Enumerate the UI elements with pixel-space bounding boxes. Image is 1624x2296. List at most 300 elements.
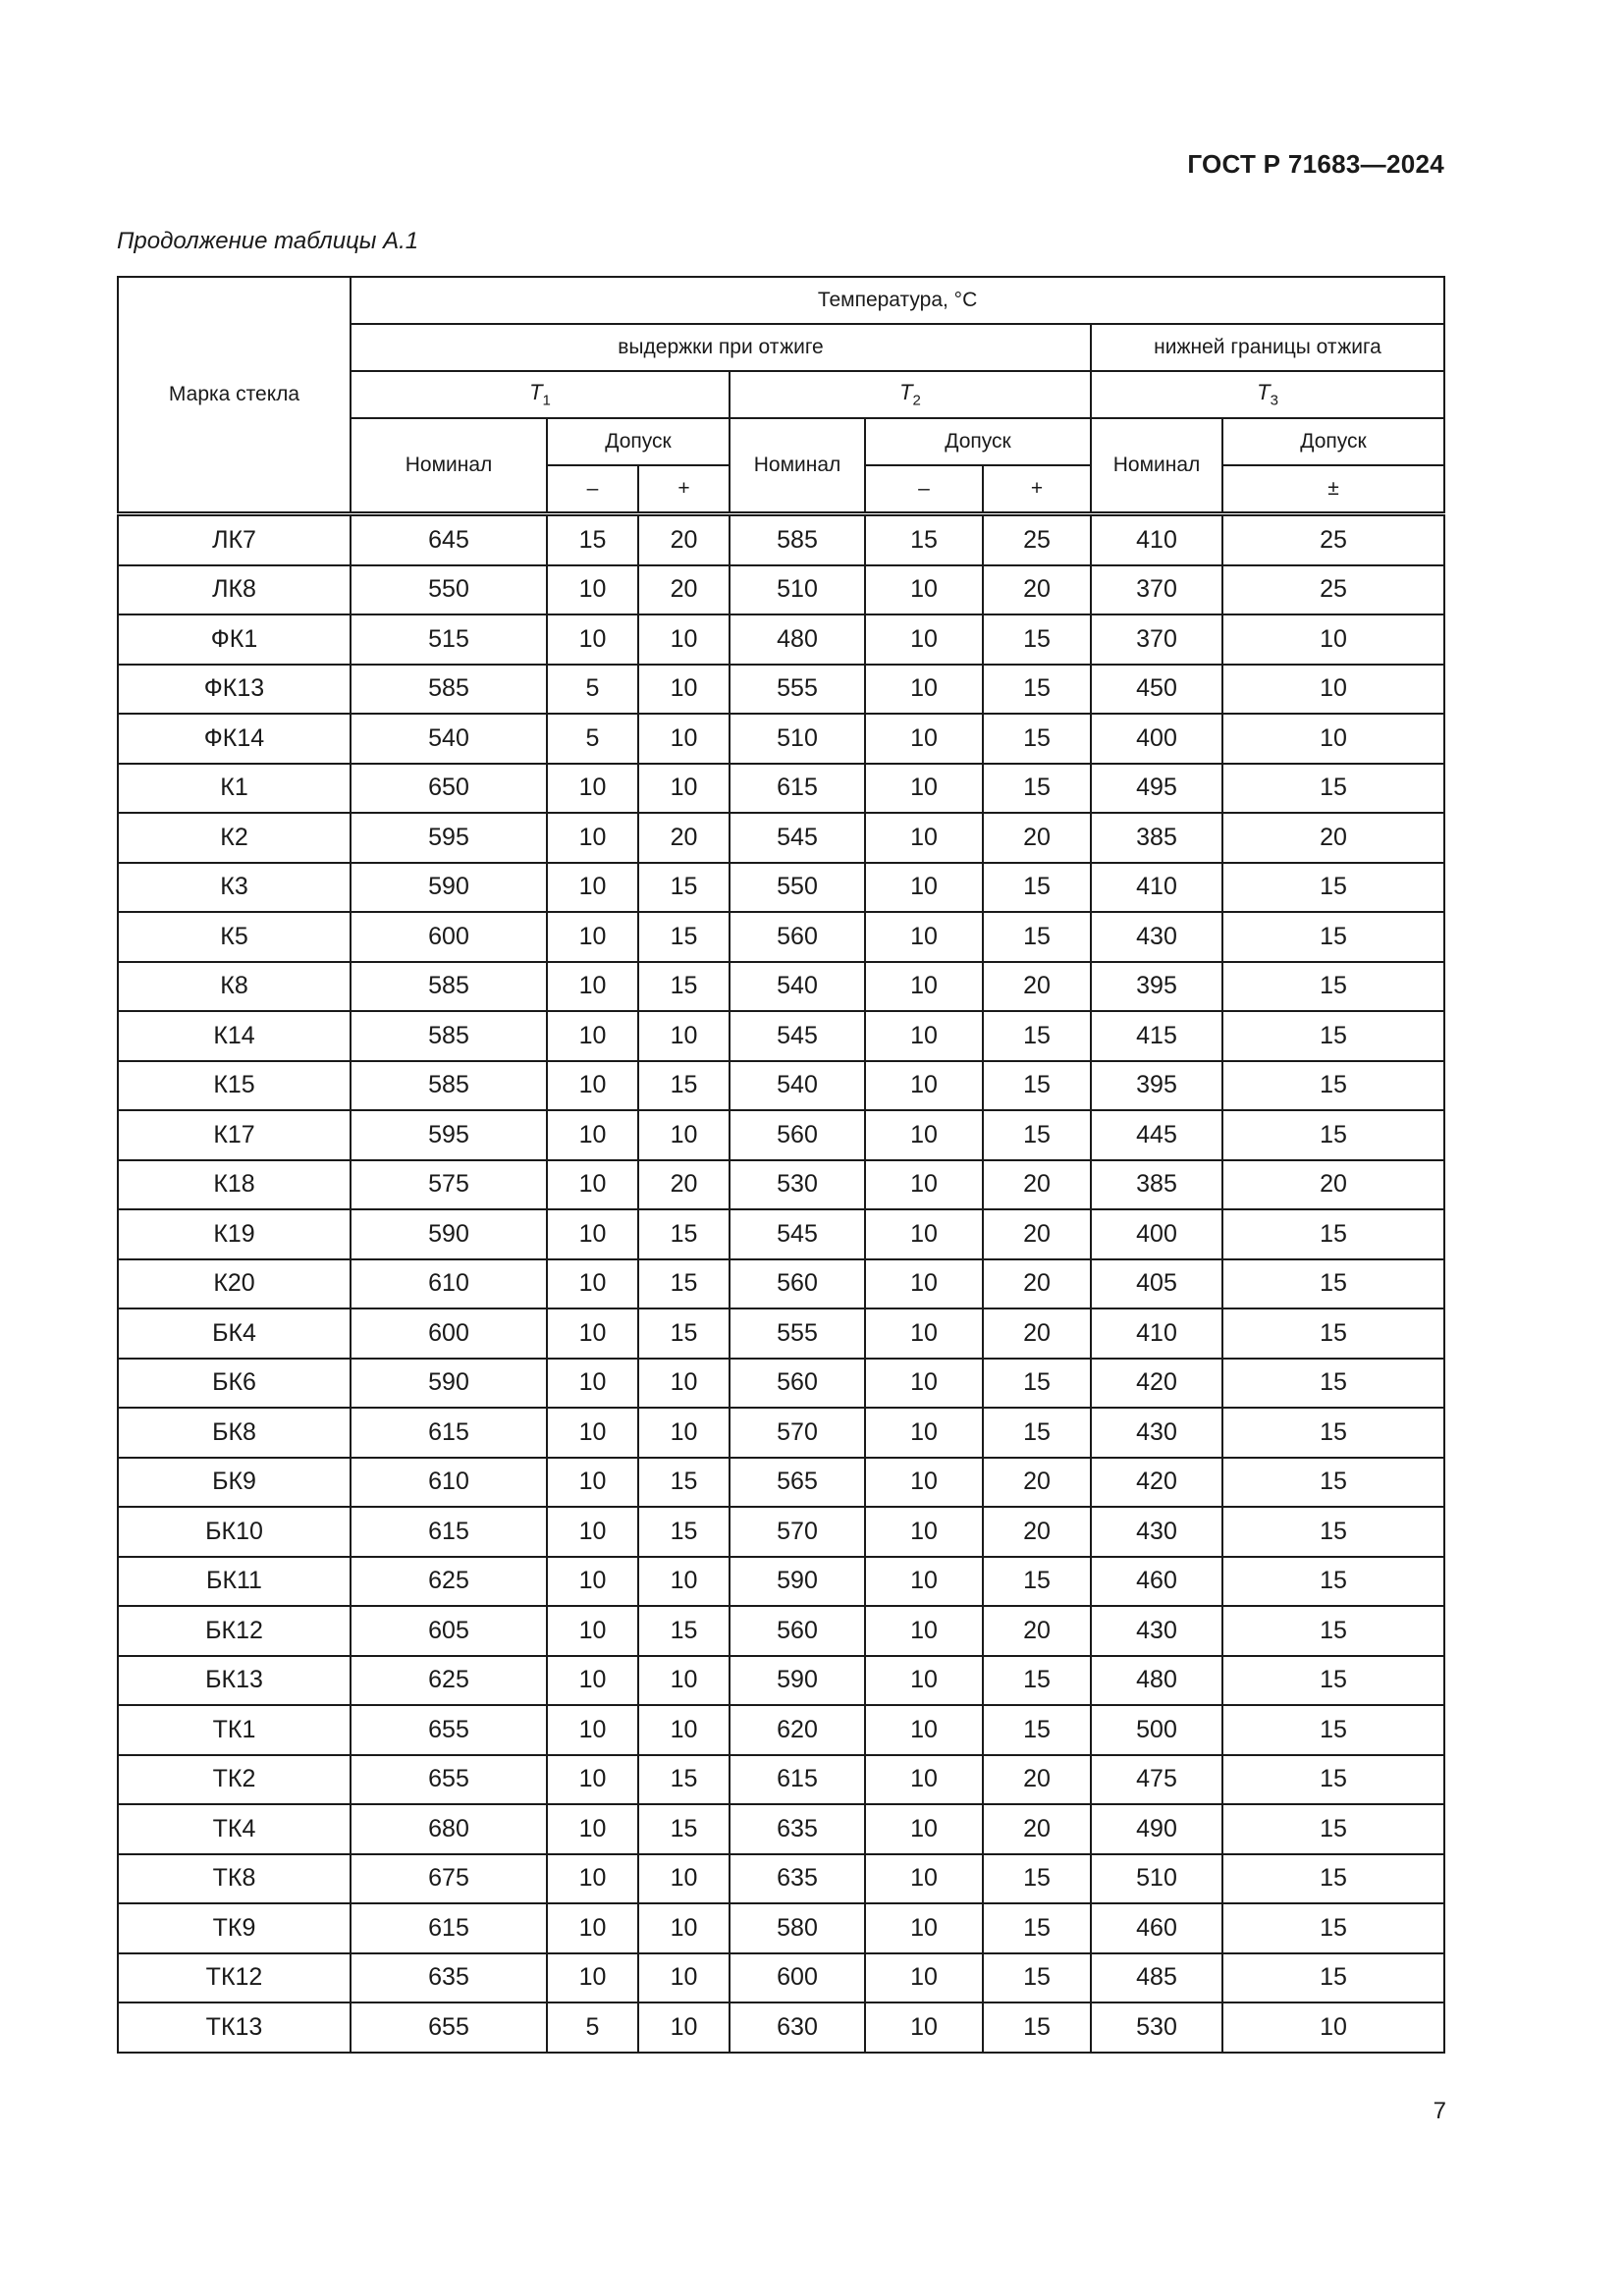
- cell-t2-tol-minus: 10: [865, 714, 983, 764]
- cell-t2-nominal: 560: [730, 1110, 865, 1160]
- cell-t1-nominal: 625: [351, 1656, 547, 1706]
- cell-t1-nominal: 590: [351, 1209, 547, 1259]
- cell-t2-nominal: 555: [730, 1308, 865, 1359]
- cell-t2-tol-plus: 20: [983, 1606, 1091, 1656]
- cell-t1-nominal: 600: [351, 1308, 547, 1359]
- cell-t3-tol: 10: [1222, 714, 1444, 764]
- cell-t1-nominal: 515: [351, 614, 547, 665]
- cell-t2-nominal: 635: [730, 1804, 865, 1854]
- table-row: [118, 1507, 1444, 1557]
- cell-t3-nominal: 500: [1091, 1705, 1222, 1755]
- table-row: [118, 1854, 1444, 1904]
- cell-t1-tol-plus: 10: [638, 714, 730, 764]
- cell-t2-tol-minus: 10: [865, 1557, 983, 1607]
- cell-t2-tol-plus: 20: [983, 1804, 1091, 1854]
- cell-t2-tol-minus: 10: [865, 1755, 983, 1805]
- cell-t3-nominal: 430: [1091, 1606, 1222, 1656]
- cell-glass-mark: К19: [118, 1209, 351, 1259]
- cell-glass-mark: ЛК8: [118, 565, 351, 615]
- cell-t3-nominal: 420: [1091, 1359, 1222, 1409]
- table-row: [118, 1755, 1444, 1805]
- header-nominal-t2: Номинал: [730, 418, 865, 514]
- cell-t3-tol: 15: [1222, 1854, 1444, 1904]
- cell-t2-tol-minus: 10: [865, 863, 983, 913]
- cell-t2-tol-minus: 10: [865, 1953, 983, 2003]
- cell-t3-nominal: 485: [1091, 1953, 1222, 2003]
- header-glass-mark: Марка стекла: [118, 277, 351, 514]
- cell-t1-tol-plus: 20: [638, 1160, 730, 1210]
- table-row: [118, 912, 1444, 962]
- header-tolerance-t3: Допуск: [1222, 418, 1444, 465]
- cell-glass-mark: К3: [118, 863, 351, 913]
- cell-t1-nominal: 600: [351, 912, 547, 962]
- cell-t1-nominal: 575: [351, 1160, 547, 1210]
- cell-t3-tol: 25: [1222, 514, 1444, 565]
- cell-t1-nominal: 655: [351, 1705, 547, 1755]
- cell-t3-nominal: 385: [1091, 1160, 1222, 1210]
- cell-glass-mark: К2: [118, 813, 351, 863]
- cell-t3-tol: 25: [1222, 565, 1444, 615]
- header-minus-t1: –: [547, 465, 638, 514]
- cell-t2-tol-minus: 10: [865, 614, 983, 665]
- cell-t2-tol-minus: 10: [865, 1359, 983, 1409]
- header-lower-annealing-limit: нижней границы отжига: [1091, 324, 1444, 371]
- cell-glass-mark: ФК1: [118, 614, 351, 665]
- cell-t2-nominal: 545: [730, 813, 865, 863]
- cell-t2-tol-minus: 10: [865, 1408, 983, 1458]
- cell-t2-nominal: 635: [730, 1854, 865, 1904]
- table-row: [118, 1705, 1444, 1755]
- cell-t2-tol-minus: 10: [865, 1804, 983, 1854]
- table-row: [118, 764, 1444, 814]
- cell-t1-nominal: 585: [351, 665, 547, 715]
- cell-t2-tol-plus: 20: [983, 1458, 1091, 1508]
- cell-t2-tol-minus: 10: [865, 1209, 983, 1259]
- cell-t2-tol-plus: 20: [983, 962, 1091, 1012]
- table-row: [118, 1160, 1444, 1210]
- cell-t2-nominal: 560: [730, 1259, 865, 1309]
- cell-glass-mark: ТК2: [118, 1755, 351, 1805]
- cell-t2-nominal: 570: [730, 1408, 865, 1458]
- cell-t1-tol-plus: 15: [638, 863, 730, 913]
- cell-t2-tol-minus: 10: [865, 912, 983, 962]
- cell-t1-tol-plus: 15: [638, 1209, 730, 1259]
- table-body: [118, 514, 1444, 2053]
- cell-t3-nominal: 430: [1091, 1507, 1222, 1557]
- table-row: [118, 863, 1444, 913]
- cell-t1-tol-plus: 15: [638, 1308, 730, 1359]
- cell-t3-nominal: 410: [1091, 863, 1222, 913]
- cell-t3-nominal: 415: [1091, 1011, 1222, 1061]
- cell-t2-tol-plus: 15: [983, 1953, 1091, 2003]
- cell-t2-tol-minus: 10: [865, 1110, 983, 1160]
- cell-t3-tol: 10: [1222, 665, 1444, 715]
- cell-glass-mark: ТК13: [118, 2002, 351, 2053]
- cell-t1-tol-minus: 10: [547, 1110, 638, 1160]
- cell-t1-tol-plus: 10: [638, 614, 730, 665]
- cell-t1-nominal: 585: [351, 1061, 547, 1111]
- cell-t2-nominal: 540: [730, 1061, 865, 1111]
- cell-t2-nominal: 590: [730, 1557, 865, 1607]
- cell-t1-tol-plus: 10: [638, 1557, 730, 1607]
- cell-glass-mark: БК13: [118, 1656, 351, 1706]
- cell-t2-nominal: 600: [730, 1953, 865, 2003]
- cell-t1-tol-minus: 10: [547, 1308, 638, 1359]
- cell-t1-tol-minus: 10: [547, 1953, 638, 2003]
- cell-t3-tol: 15: [1222, 1557, 1444, 1607]
- header-tolerance-t2: Допуск: [865, 418, 1091, 465]
- cell-t3-tol: 15: [1222, 1804, 1444, 1854]
- cell-t1-tol-minus: 10: [547, 1259, 638, 1309]
- cell-t3-nominal: 410: [1091, 514, 1222, 565]
- cell-t3-nominal: 370: [1091, 614, 1222, 665]
- cell-t1-tol-minus: 5: [547, 714, 638, 764]
- cell-t2-tol-minus: 10: [865, 764, 983, 814]
- cell-t2-nominal: 630: [730, 2002, 865, 2053]
- cell-t1-tol-minus: 10: [547, 912, 638, 962]
- cell-t3-nominal: 475: [1091, 1755, 1222, 1805]
- cell-t3-nominal: 430: [1091, 1408, 1222, 1458]
- cell-t2-tol-minus: 10: [865, 565, 983, 615]
- cell-t2-nominal: 565: [730, 1458, 865, 1508]
- cell-t2-nominal: 540: [730, 962, 865, 1012]
- cell-t2-nominal: 480: [730, 614, 865, 665]
- cell-t2-nominal: 615: [730, 1755, 865, 1805]
- cell-t1-tol-plus: 10: [638, 764, 730, 814]
- cell-t3-tol: 20: [1222, 1160, 1444, 1210]
- header-plus-t2: +: [983, 465, 1091, 514]
- header-t3: $T_3$: [1091, 371, 1444, 418]
- table-row: [118, 813, 1444, 863]
- table-row: [118, 1408, 1444, 1458]
- cell-glass-mark: ЛК7: [118, 514, 351, 565]
- cell-t2-tol-plus: 15: [983, 1557, 1091, 1607]
- cell-glass-mark: ФК13: [118, 665, 351, 715]
- cell-t3-tol: 15: [1222, 863, 1444, 913]
- cell-t1-tol-minus: 10: [547, 1656, 638, 1706]
- cell-t1-tol-plus: 15: [638, 1606, 730, 1656]
- cell-t3-nominal: 445: [1091, 1110, 1222, 1160]
- header-nominal-t3: Номинал: [1091, 418, 1222, 514]
- cell-glass-mark: К15: [118, 1061, 351, 1111]
- cell-t1-nominal: 610: [351, 1458, 547, 1508]
- cell-t1-tol-minus: 10: [547, 1606, 638, 1656]
- table-row: [118, 1011, 1444, 1061]
- cell-t1-tol-plus: 15: [638, 1804, 730, 1854]
- cell-t2-tol-plus: 15: [983, 1903, 1091, 1953]
- cell-t1-tol-minus: 10: [547, 1408, 638, 1458]
- cell-glass-mark: К17: [118, 1110, 351, 1160]
- cell-t2-nominal: 570: [730, 1507, 865, 1557]
- cell-t3-tol: 15: [1222, 1359, 1444, 1409]
- cell-t3-nominal: 495: [1091, 764, 1222, 814]
- cell-t2-tol-plus: 20: [983, 1209, 1091, 1259]
- table-row: [118, 1458, 1444, 1508]
- cell-t1-tol-minus: 10: [547, 1854, 638, 1904]
- table-row: [118, 565, 1444, 615]
- cell-glass-mark: БК8: [118, 1408, 351, 1458]
- cell-t2-tol-minus: 10: [865, 1061, 983, 1111]
- cell-t2-nominal: 580: [730, 1903, 865, 1953]
- table-row: [118, 665, 1444, 715]
- cell-t1-tol-minus: 10: [547, 1557, 638, 1607]
- cell-t1-tol-plus: 15: [638, 1259, 730, 1309]
- cell-t2-tol-plus: 15: [983, 1705, 1091, 1755]
- table-row: [118, 1804, 1444, 1854]
- cell-t1-nominal: 595: [351, 1110, 547, 1160]
- cell-t3-tol: 15: [1222, 1458, 1444, 1508]
- table-row: [118, 1953, 1444, 2003]
- cell-t2-tol-plus: 15: [983, 1854, 1091, 1904]
- cell-t2-tol-plus: 15: [983, 614, 1091, 665]
- cell-t2-tol-plus: 15: [983, 1061, 1091, 1111]
- cell-glass-mark: БК12: [118, 1606, 351, 1656]
- cell-t2-tol-plus: 20: [983, 565, 1091, 615]
- cell-t1-tol-plus: 10: [638, 1110, 730, 1160]
- cell-t1-nominal: 615: [351, 1903, 547, 1953]
- cell-t1-nominal: 605: [351, 1606, 547, 1656]
- cell-t2-tol-minus: 15: [865, 514, 983, 565]
- cell-t1-nominal: 655: [351, 2002, 547, 2053]
- cell-t2-tol-plus: 20: [983, 813, 1091, 863]
- cell-t3-nominal: 395: [1091, 962, 1222, 1012]
- cell-t1-tol-minus: 10: [547, 813, 638, 863]
- cell-t3-tol: 15: [1222, 1011, 1444, 1061]
- cell-glass-mark: К5: [118, 912, 351, 962]
- cell-t2-tol-minus: 10: [865, 962, 983, 1012]
- header-minus-t2: –: [865, 465, 983, 514]
- cell-t1-tol-minus: 10: [547, 863, 638, 913]
- cell-t2-tol-minus: 10: [865, 1606, 983, 1656]
- cell-t1-nominal: 550: [351, 565, 547, 615]
- table-row: [118, 962, 1444, 1012]
- page-number: 7: [1433, 2098, 1446, 2124]
- cell-t1-tol-minus: 5: [547, 665, 638, 715]
- cell-t1-tol-minus: 10: [547, 1804, 638, 1854]
- cell-t1-tol-minus: 10: [547, 614, 638, 665]
- cell-t2-tol-minus: 10: [865, 1507, 983, 1557]
- cell-glass-mark: ТК8: [118, 1854, 351, 1904]
- cell-t2-tol-plus: 15: [983, 714, 1091, 764]
- cell-t1-tol-plus: 15: [638, 1061, 730, 1111]
- cell-t3-tol: 15: [1222, 912, 1444, 962]
- cell-t1-tol-plus: 10: [638, 1656, 730, 1706]
- cell-t1-tol-minus: 10: [547, 764, 638, 814]
- cell-t1-tol-minus: 10: [547, 565, 638, 615]
- cell-t3-nominal: 480: [1091, 1656, 1222, 1706]
- cell-t2-tol-minus: 10: [865, 665, 983, 715]
- cell-t2-nominal: 545: [730, 1209, 865, 1259]
- cell-t2-tol-plus: 15: [983, 1011, 1091, 1061]
- cell-t2-tol-minus: 10: [865, 1308, 983, 1359]
- cell-t3-nominal: 530: [1091, 2002, 1222, 2053]
- cell-t2-tol-plus: 20: [983, 1160, 1091, 1210]
- cell-t2-tol-minus: 10: [865, 1458, 983, 1508]
- cell-glass-mark: БК10: [118, 1507, 351, 1557]
- cell-t2-tol-plus: 15: [983, 1656, 1091, 1706]
- cell-t2-nominal: 510: [730, 565, 865, 615]
- cell-t2-nominal: 560: [730, 912, 865, 962]
- cell-t2-nominal: 530: [730, 1160, 865, 1210]
- header-plusminus-t3: ±: [1222, 465, 1444, 514]
- cell-t1-nominal: 590: [351, 863, 547, 913]
- cell-t3-tol: 10: [1222, 614, 1444, 665]
- cell-t1-tol-plus: 10: [638, 1359, 730, 1409]
- table-row: [118, 1061, 1444, 1111]
- table-row: [118, 1259, 1444, 1309]
- header-hold-annealing: выдержки при отжиге: [351, 324, 1091, 371]
- cell-t1-tol-plus: 15: [638, 912, 730, 962]
- cell-t2-nominal: 615: [730, 764, 865, 814]
- cell-t2-tol-plus: 20: [983, 1507, 1091, 1557]
- document-code: ГОСТ Р 71683—2024: [1187, 149, 1444, 179]
- cell-t1-tol-plus: 10: [638, 1705, 730, 1755]
- cell-t3-tol: 15: [1222, 1507, 1444, 1557]
- cell-t2-tol-plus: 20: [983, 1755, 1091, 1805]
- cell-t1-nominal: 615: [351, 1507, 547, 1557]
- cell-t3-nominal: 450: [1091, 665, 1222, 715]
- cell-t1-nominal: 590: [351, 1359, 547, 1409]
- cell-t1-tol-minus: 10: [547, 1359, 638, 1409]
- header-t2: $T_2$: [730, 371, 1091, 418]
- cell-t2-tol-minus: 10: [865, 1259, 983, 1309]
- cell-t3-nominal: 420: [1091, 1458, 1222, 1508]
- cell-t3-nominal: 460: [1091, 1903, 1222, 1953]
- cell-glass-mark: ТК12: [118, 1953, 351, 2003]
- cell-t1-tol-plus: 10: [638, 1011, 730, 1061]
- cell-glass-mark: К1: [118, 764, 351, 814]
- header-tolerance-t1: Допуск: [547, 418, 730, 465]
- cell-t2-tol-minus: 10: [865, 1854, 983, 1904]
- cell-t2-tol-plus: 20: [983, 1259, 1091, 1309]
- table-row: [118, 1557, 1444, 1607]
- cell-t1-tol-plus: 15: [638, 962, 730, 1012]
- cell-t1-tol-plus: 10: [638, 1854, 730, 1904]
- cell-glass-mark: БК4: [118, 1308, 351, 1359]
- cell-t2-tol-minus: 10: [865, 1011, 983, 1061]
- cell-t2-tol-minus: 10: [865, 2002, 983, 2053]
- cell-t1-tol-minus: 10: [547, 1903, 638, 1953]
- header-plus-t1: +: [638, 465, 730, 514]
- cell-t1-tol-minus: 10: [547, 1061, 638, 1111]
- cell-t3-nominal: 400: [1091, 1209, 1222, 1259]
- cell-t3-nominal: 430: [1091, 912, 1222, 962]
- cell-t1-tol-minus: 5: [547, 2002, 638, 2053]
- cell-t1-tol-plus: 20: [638, 565, 730, 615]
- cell-t2-nominal: 585: [730, 514, 865, 565]
- cell-t2-nominal: 545: [730, 1011, 865, 1061]
- table-caption: Продолжение таблицы А.1: [117, 228, 419, 254]
- cell-t3-tol: 15: [1222, 1308, 1444, 1359]
- cell-t1-tol-plus: 20: [638, 514, 730, 565]
- cell-t2-tol-minus: 10: [865, 1903, 983, 1953]
- header-nominal-t1: Номинал: [351, 418, 547, 514]
- cell-t3-nominal: 395: [1091, 1061, 1222, 1111]
- cell-t1-tol-plus: 15: [638, 1458, 730, 1508]
- cell-t3-nominal: 510: [1091, 1854, 1222, 1904]
- cell-t2-tol-plus: 15: [983, 863, 1091, 913]
- cell-t3-tol: 10: [1222, 2002, 1444, 2053]
- cell-glass-mark: ТК1: [118, 1705, 351, 1755]
- cell-glass-mark: ТК9: [118, 1903, 351, 1953]
- cell-t3-nominal: 460: [1091, 1557, 1222, 1607]
- cell-t1-nominal: 645: [351, 514, 547, 565]
- cell-t3-tol: 15: [1222, 1755, 1444, 1805]
- cell-t2-tol-plus: 15: [983, 665, 1091, 715]
- cell-t3-nominal: 385: [1091, 813, 1222, 863]
- cell-glass-mark: К8: [118, 962, 351, 1012]
- cell-t3-tol: 15: [1222, 962, 1444, 1012]
- cell-t1-tol-minus: 10: [547, 1011, 638, 1061]
- cell-t1-tol-minus: 10: [547, 1160, 638, 1210]
- cell-glass-mark: БК9: [118, 1458, 351, 1508]
- cell-t2-nominal: 555: [730, 665, 865, 715]
- cell-t3-nominal: 405: [1091, 1259, 1222, 1309]
- cell-t3-tol: 15: [1222, 1408, 1444, 1458]
- cell-t1-nominal: 625: [351, 1557, 547, 1607]
- cell-t2-tol-minus: 10: [865, 1705, 983, 1755]
- cell-t1-nominal: 540: [351, 714, 547, 764]
- cell-t1-nominal: 585: [351, 1011, 547, 1061]
- cell-t2-tol-plus: 15: [983, 912, 1091, 962]
- cell-glass-mark: К18: [118, 1160, 351, 1210]
- cell-t3-tol: 15: [1222, 1606, 1444, 1656]
- cell-t2-tol-plus: 15: [983, 2002, 1091, 2053]
- cell-glass-mark: БК6: [118, 1359, 351, 1409]
- cell-t3-nominal: 370: [1091, 565, 1222, 615]
- cell-glass-mark: К14: [118, 1011, 351, 1061]
- cell-t1-nominal: 585: [351, 962, 547, 1012]
- cell-t1-tol-minus: 10: [547, 962, 638, 1012]
- table-row: [118, 514, 1444, 565]
- table-row: [118, 614, 1444, 665]
- cell-t1-tol-plus: 20: [638, 813, 730, 863]
- cell-t1-nominal: 610: [351, 1259, 547, 1309]
- cell-t3-tol: 20: [1222, 813, 1444, 863]
- table-row: [118, 1903, 1444, 1953]
- cell-t1-tol-minus: 10: [547, 1507, 638, 1557]
- cell-t1-nominal: 675: [351, 1854, 547, 1904]
- cell-t2-tol-plus: 15: [983, 764, 1091, 814]
- cell-t2-nominal: 510: [730, 714, 865, 764]
- cell-t3-tol: 15: [1222, 1110, 1444, 1160]
- cell-glass-mark: ТК4: [118, 1804, 351, 1854]
- cell-t1-nominal: 595: [351, 813, 547, 863]
- cell-t1-tol-plus: 15: [638, 1755, 730, 1805]
- cell-t2-tol-minus: 10: [865, 1656, 983, 1706]
- header-t1: $T_1$: [351, 371, 730, 418]
- cell-t3-nominal: 400: [1091, 714, 1222, 764]
- cell-t1-tol-minus: 10: [547, 1458, 638, 1508]
- cell-t2-nominal: 550: [730, 863, 865, 913]
- annealing-temperature-table: [117, 276, 1445, 2054]
- cell-glass-mark: К20: [118, 1259, 351, 1309]
- cell-glass-mark: ФК14: [118, 714, 351, 764]
- cell-t1-tol-minus: 10: [547, 1755, 638, 1805]
- cell-t2-nominal: 590: [730, 1656, 865, 1706]
- cell-t1-tol-plus: 10: [638, 1953, 730, 2003]
- cell-t3-tol: 15: [1222, 1209, 1444, 1259]
- cell-t1-tol-plus: 10: [638, 2002, 730, 2053]
- cell-t1-tol-plus: 10: [638, 665, 730, 715]
- cell-t1-tol-plus: 10: [638, 1903, 730, 1953]
- table-row: [118, 1308, 1444, 1359]
- cell-t1-tol-plus: 10: [638, 1408, 730, 1458]
- cell-t3-tol: 15: [1222, 1259, 1444, 1309]
- cell-t1-nominal: 680: [351, 1804, 547, 1854]
- cell-t1-tol-minus: 10: [547, 1209, 638, 1259]
- cell-t2-tol-plus: 15: [983, 1359, 1091, 1409]
